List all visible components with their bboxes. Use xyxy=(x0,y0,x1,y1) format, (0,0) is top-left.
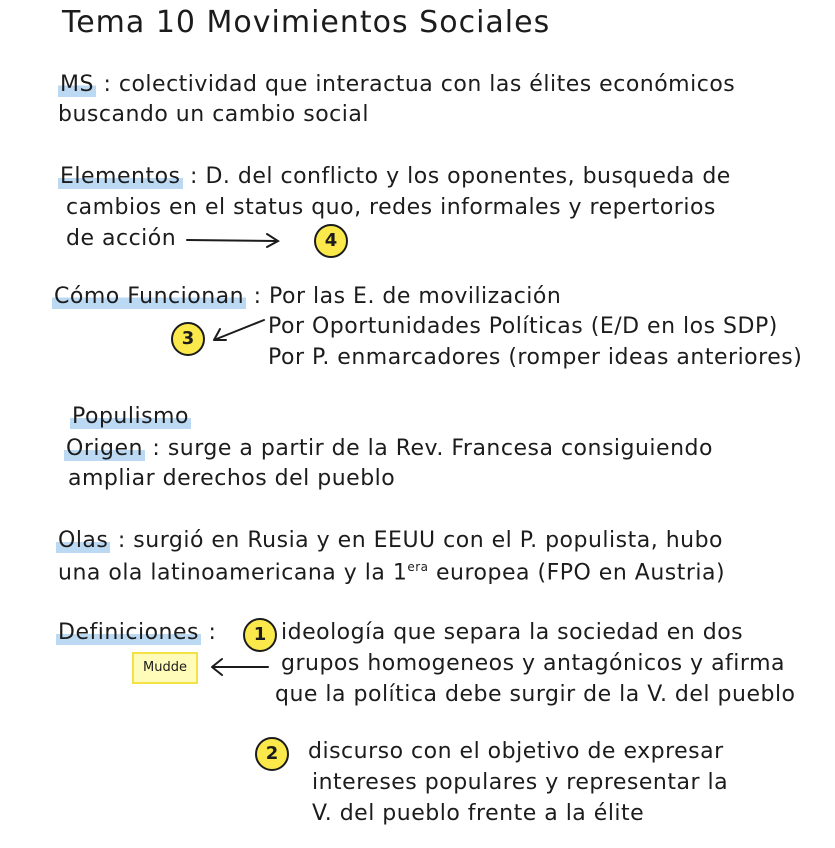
elementos-text-3: de acción xyxy=(66,226,177,251)
definiciones-line xyxy=(56,622,216,644)
como-text-3: Por P. enmarcadores (romper ideas anteriores) xyxy=(268,345,803,370)
definicion-1-text-1: ideología que separa la sociedad en dos xyxy=(281,620,744,645)
author-tag: Mudde xyxy=(132,652,198,684)
populismo-heading: Populismo xyxy=(72,404,189,429)
definicion-2-text-1: discurso con el objetivo de expresar xyxy=(308,739,724,764)
ms-definition-1: colectividad que interactua con las élites económicos xyxy=(118,72,736,97)
elementos-term: Elementos xyxy=(60,164,181,189)
olas-superscript: era xyxy=(407,560,429,574)
badge-2-icon: 2 xyxy=(255,737,289,771)
como-arrow xyxy=(208,316,268,346)
como-line-1 xyxy=(52,286,561,308)
elementos-text-2: cambios en el status quo, redes informales y repertorios xyxy=(66,195,716,220)
ms-term: MS xyxy=(60,72,94,97)
definicion-2-text-3: V. del pueblo frente a la élite xyxy=(312,801,645,826)
origen-text-2: ampliar derechos del pueblo xyxy=(68,466,396,491)
definicion-1-text-3: que la política debe surgir de la V. del pueblo xyxy=(275,682,796,707)
elementos-text-1: D. del conflicto y los oponentes, busqueda de xyxy=(205,164,731,189)
ms-line-1 xyxy=(58,74,735,96)
elementos-separator: : xyxy=(190,164,198,189)
olas-term: Olas xyxy=(58,528,109,553)
badge-1-icon: 1 xyxy=(243,618,277,652)
ms-definition-2: buscando un cambio social xyxy=(58,102,369,127)
page-title: Tema 10 Movimientos Sociales xyxy=(62,5,551,40)
como-text-2: Por Oportunidades Políticas (E/D en los SDP) xyxy=(268,314,778,339)
olas-text-1: surgió en Rusia y en EEUU con el P. populista, hubo xyxy=(133,528,724,553)
definicion-2-text-2: intereses populares y representar la xyxy=(312,770,729,795)
definiciones-term: Definiciones xyxy=(58,620,199,645)
origen-term: Origen xyxy=(66,436,143,461)
olas-separator: : xyxy=(117,528,126,553)
como-term: Cómo Funcionan xyxy=(54,284,245,309)
definicion-1-text-2: grupos homogeneos y antagónicos y afirma xyxy=(281,651,785,676)
origen-line-1 xyxy=(64,438,713,460)
elementos-arrow xyxy=(185,230,285,250)
badge-4-icon: 4 xyxy=(314,224,348,258)
origen-text-1: surge a partir de la Rev. Francesa consiguiendo xyxy=(167,436,713,461)
olas-text-2: una ola latinoamericana y la $1^{era}$ europea (FPO en Austria) xyxy=(58,560,726,586)
definiciones-separator: : xyxy=(208,620,217,645)
como-text-1: Por las E. de movilización xyxy=(269,284,562,309)
badge-3-icon: 3 xyxy=(171,322,205,356)
olas-line-1 xyxy=(56,530,723,552)
elementos-line-1 xyxy=(58,166,731,188)
ms-separator: : xyxy=(103,72,112,97)
como-separator: : xyxy=(253,284,262,309)
origen-separator: : xyxy=(152,436,161,461)
definiciones-arrow xyxy=(206,656,272,678)
